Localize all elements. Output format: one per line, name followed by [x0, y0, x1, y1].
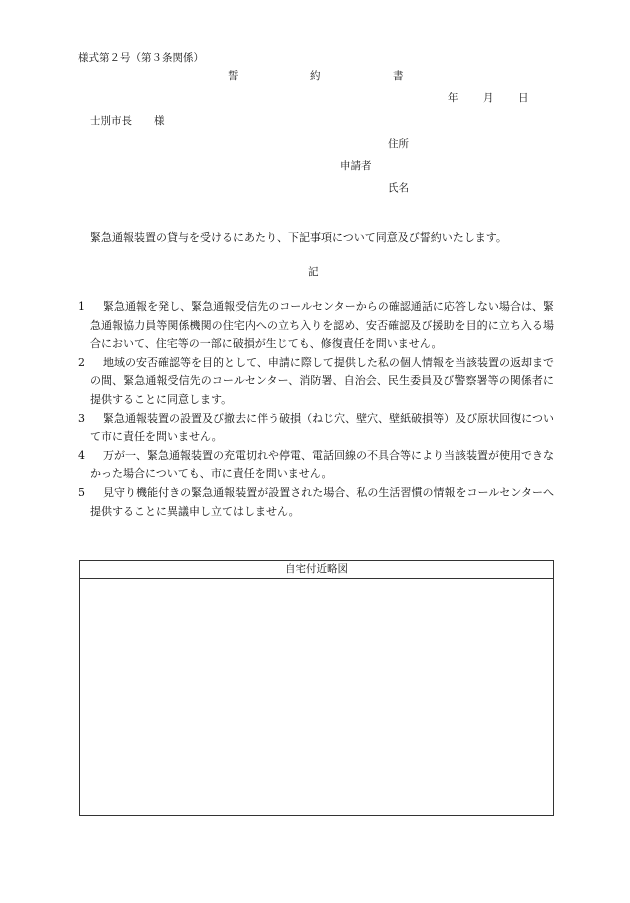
intro-statement: 緊急通報装置の貸与を受けるにあたり、下記事項について同意及び誓約いたします。 — [90, 231, 507, 244]
title-char-3: 書 — [393, 70, 404, 82]
home-map-box — [79, 560, 554, 816]
term-item — [78, 410, 554, 447]
addressee-name: 士別市長 — [90, 115, 132, 127]
ki-heading: 記 — [308, 266, 319, 278]
term-number: 4 — [78, 448, 85, 462]
term-text: 緊急通報装置の設置及び撤去に伴う破損（ねじ穴、壁穴、壁紙破損等）及び原状回復について市に責任を問いません。 — [90, 411, 554, 444]
term-text: 見守り機能付きの緊急通報装置が設置された場合、私の生活習慣の情報をコールセンターへ提供することに異議申し立てはしません。 — [90, 485, 554, 518]
date-year-label: 年 — [448, 92, 459, 104]
addressee-honorific: 様 — [154, 115, 165, 127]
term-item — [78, 484, 554, 521]
name-label: 氏名 — [388, 182, 409, 194]
term-number: 5 — [78, 485, 85, 499]
address-label: 住所 — [388, 138, 409, 150]
title-char-1: 誓 — [228, 70, 239, 82]
term-text: 万が一、緊急通報装置の充電切れや停電、電話回線の不具合等により当該装置が使用できなかった場合についても、市に責任を問いません。 — [90, 448, 554, 481]
term-text: 地域の安否確認等を目的として、申請に際して提供した私の個人情報を当該装置の返却までの間、緊急通報受信先のコールセンター、消防署、自治会、民生委員及び警察署等の関係者に提供することに同意します。 — [90, 355, 554, 406]
term-item — [78, 447, 554, 484]
map-drawing-area[interactable] — [80, 579, 553, 815]
term-number: 3 — [78, 411, 85, 425]
map-box-header: 自宅付近略図 — [80, 561, 553, 579]
date-day-label: 日 — [518, 92, 529, 104]
term-text: 緊急通報を発し、緊急通報受信先のコールセンターからの確認通話に応答しない場合は、緊急通報協力員等関係機関の住宅内への立ち入りを認め、安否確認及び援助を目的に立ち入る場合において、住宅等の一部に破損が生じても、修復責任を問いません。 — [90, 300, 554, 351]
term-item — [78, 354, 554, 410]
applicant-label: 申請者 — [340, 160, 372, 172]
form-number: 様式第２号（第３条関係） — [78, 52, 204, 64]
terms-list — [78, 298, 554, 521]
term-item — [78, 298, 554, 354]
title-char-2: 約 — [310, 70, 321, 82]
term-number: 1 — [78, 300, 85, 313]
addressee — [90, 113, 165, 128]
term-number: 2 — [78, 355, 85, 369]
date-month-label: 月 — [483, 92, 494, 104]
